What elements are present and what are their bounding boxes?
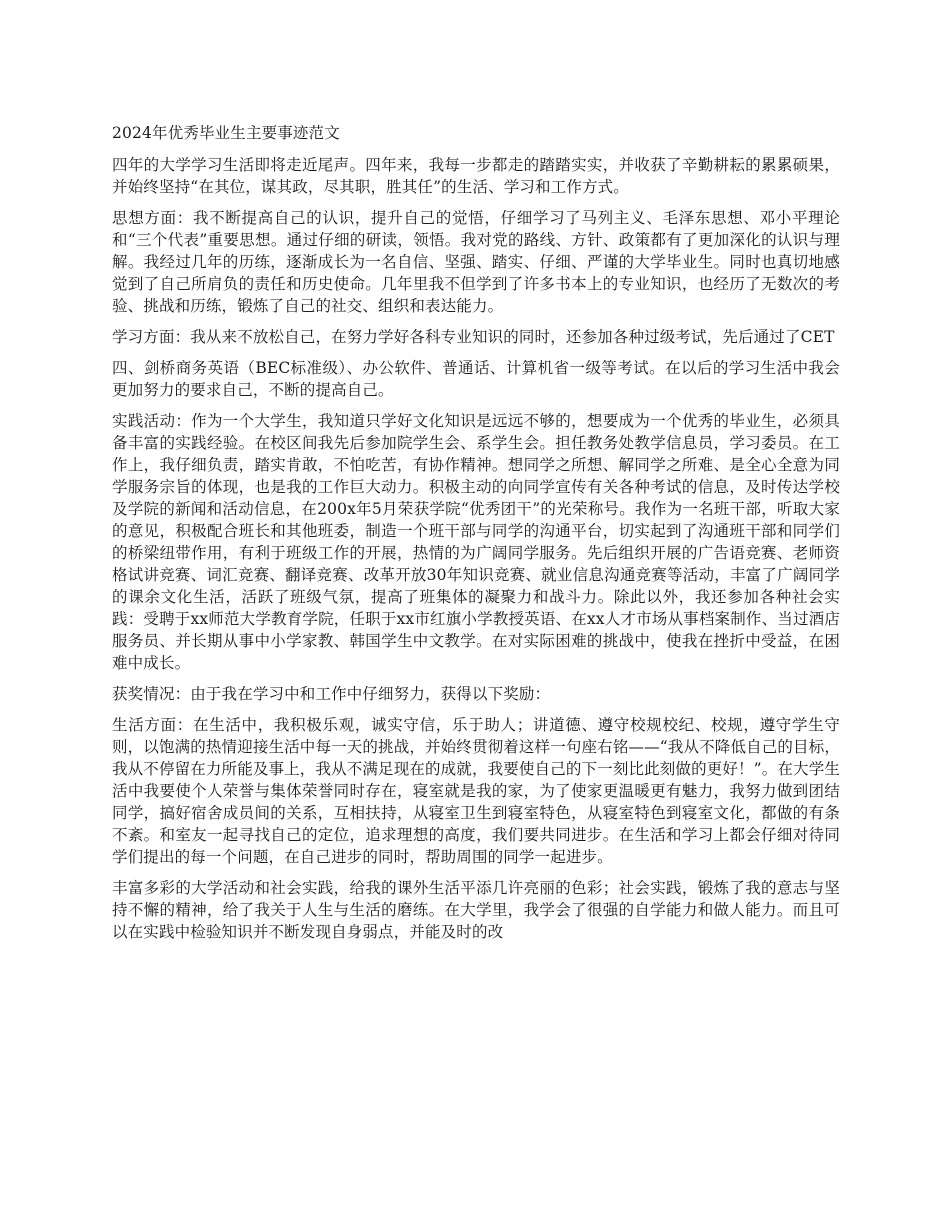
paragraph-life: 生活方面：在生活中，我积极乐观，诚实守信，乐于助人；讲道德、遵守校规校纪、校规，遵守学生守则，以饱满的热情迎接生活中每一天的挑战，并始终贯彻着这样一句座右铭——“我从不降低自己的目标，我从不停留在力所能及事上，我从不满足现在的成就，我要使自己的下一刻比此刻做的更好！”。在大学生活中我要使个人荣誉与集体荣誉同时存在，寝室就是我的家，为了使家更温暖更有魅力，我努力做到团结同学，搞好宿舍成员间的关系，互相扶持，从寝室卫生到寝室特色，从寝室特色到寝室文化，都做的有条不紊。和室友一起寻找自己的定位，追求理想的高度，我们要共同进步。在生活和学习上都会仔细对待同学们提出的每一个问题，在自己进步的同时，帮助周围的同学一起进步。 (112, 716, 840, 866)
document-title: 2024年优秀毕业生主要事迹范文 (112, 124, 340, 142)
paragraph-study: 学习方面：我从来不放松自己，在努力学好各科专业知识的同时，还参加各种过级考试，先后通过了CET (112, 328, 835, 346)
paragraph-practice: 实践活动：作为一个大学生，我知道只学好文化知识是远远不够的，想要成为一个优秀的毕业生，必须具备丰富的实践经验。在校区间我先后参加院学生会、系学生会。担任教务处教学信息员，学习委员。在工作上，我仔细负责，踏实肯敢，不怕吃苦，有协作精神。想同学之所想、解同学之所难、是全心全意为同学服务宗旨的体现，也是我的工作巨大动力。积极主动的向同学宣传有关各种考试的信息，及时传达学校及学院的新闻和活动信息，在200x年5月荣获学院“优秀团干”的光荣称号。我作为一名班干部，听取大家的意见，积极配合班长和其他班委，制造一个班干部与同学的沟通平台，切实起到了沟通班干部和同学们的桥梁纽带作用，有利于班级工作的开展，热情的为广阔同学服务。先后组织开展的广告语竞赛、老师资格试讲竞赛、词汇竞赛、翻译竞赛、改革开放30年知识竞赛、就业信息沟通竞赛等活动，丰富了广阔同学的课余文化生活，活跃了班级气氛，提高了班集体的凝聚力和战斗力。除此以外，我还参加各种社会实践：受聘于xx师范大学教育学院，任职于xx市红旗小学教授英语、在xx人才市场从事档案制作、当过酒店服务员、并长期从事中小学家教、韩国学生中文教学。在对实际困难的挑战中，使我在挫折中受益，在困难中成长。 (112, 412, 840, 672)
paragraph-exams: 四、剑桥商务英语（BEC标准级）、办公软件、普通话、计算机省一级等考试。在以后的学习生活中我会更加努力的要求自己，不断的提高自己。 (112, 359, 840, 399)
paragraph-activities: 丰富多彩的大学活动和社会实践，给我的课外生活平添几许亮丽的色彩；社会实践，锻炼了我的意志与坚持不懈的精神，给了我关于人生与生活的磨练。在大学里，我学会了很强的自学能力和做人能力。而且可以在实践中检验知识并不断发现自身弱点，并能及时的改 (112, 879, 840, 941)
paragraph-awards: 获奖情况：由于我在学习中和工作中仔细努力，获得以下奖励： (112, 685, 551, 703)
paragraph-thought: 思想方面：我不断提高自己的认识，提升自己的觉悟，仔细学习了马列主义、毛泽东思想、邓小平理论和“三个代表”重要思想。通过仔细的研读，领悟。我对党的路线、方针、政策都有了更加深化的认识与理解。我经过几年的历练，逐渐成长为一名自信、坚强、踏实、仔细、严谨的大学毕业生。同时也真切地感觉到了自己所肩负的责任和历史使命。几年里我不但学到了许多书本上的专业知识，也经历了无数次的考验、挑战和历练，锻炼了自己的社交、组织和表达能力。 (112, 209, 840, 315)
document-page (112, 122, 840, 952)
paragraph-intro: 四年的大学学习生活即将走近尾声。四年来，我每一步都走的踏踏实实，并收获了辛勤耕耘的累累硕果，并始终坚持“在其位，谋其政，尽其职，胜其任”的生活、学习和工作方式。 (112, 156, 840, 196)
